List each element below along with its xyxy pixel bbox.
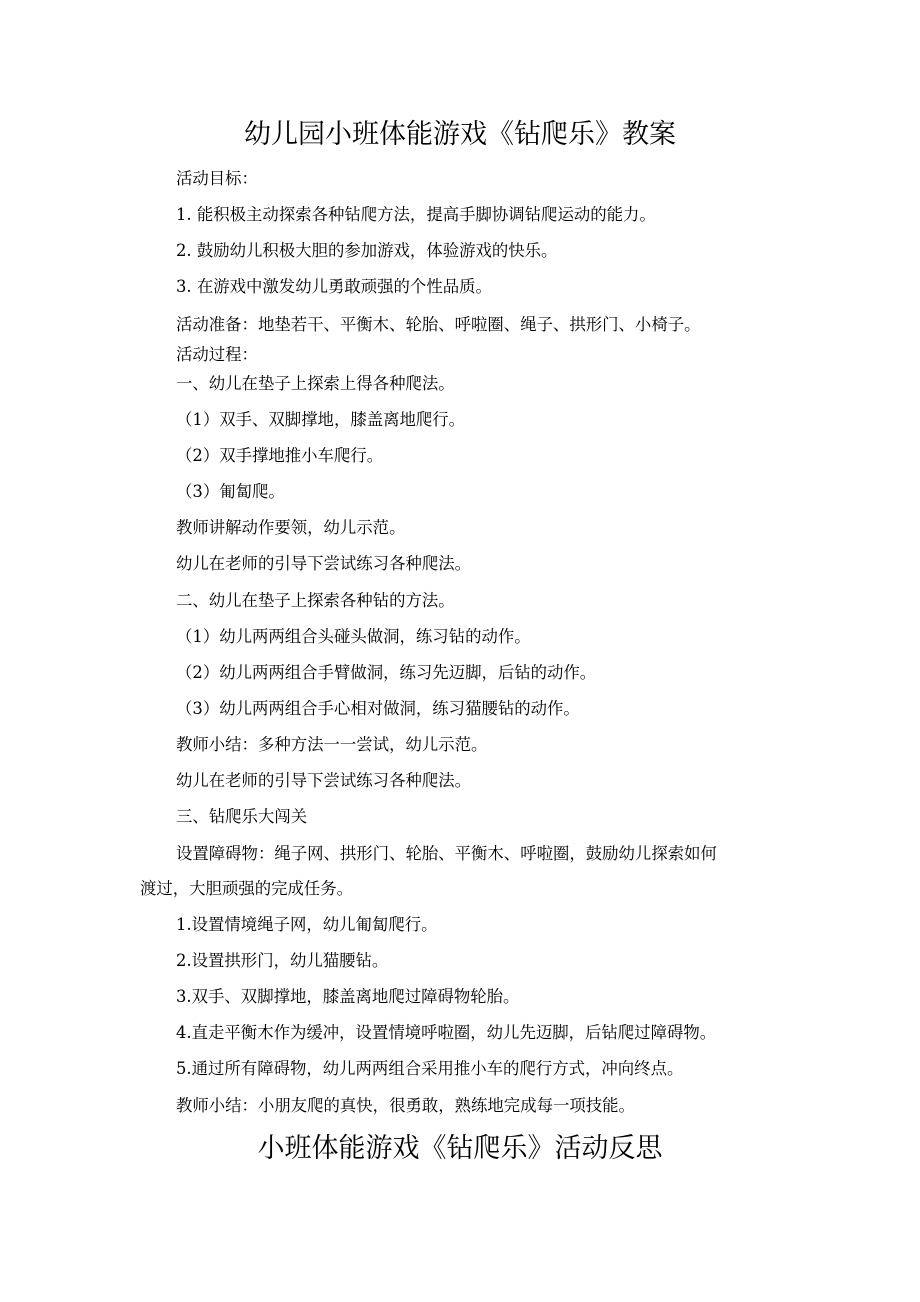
part2-item: （1）幼儿两两组合头碰头做洞，练习钻的动作。 bbox=[176, 627, 531, 646]
part1-practice: 幼儿在老师的引导下尝试练习各种爬法。 bbox=[176, 554, 472, 573]
part3-summary: 教师小结：小朋友爬的真快，很勇敢，熟练地完成每一项技能。 bbox=[176, 1096, 635, 1115]
part3-step: 4.直走平衡木作为缓冲，设置情境呼啦圈，幼儿先迈脚，后钻爬过障碍物。 bbox=[176, 1023, 717, 1042]
goals-heading: 活动目标： bbox=[176, 169, 258, 188]
part2-item: （3）幼儿两两组合手心相对做洞，练习猫腰钻的动作。 bbox=[176, 699, 580, 718]
document-title: 幼儿园小班体能游戏《钻爬乐》教案 bbox=[244, 119, 676, 150]
part3-setup: 设置障碍物：绳子网、拱形门、轮胎、平衡木、呼啦圈，鼓励幼儿探索如何 bbox=[176, 844, 717, 863]
reflection-title: 小班体能游戏《钻爬乐》活动反思 bbox=[257, 1133, 663, 1164]
preparation: 活动准备：地垫若干、平衡木、轮胎、呼啦圈、绳子、拱形门、小椅子。 bbox=[176, 315, 701, 334]
part3-step: 3.双手、双脚撑地，膝盖离地爬过障碍物轮胎。 bbox=[176, 987, 520, 1006]
part2-item: （2）幼儿两两组合手臂做洞，练习先迈脚，后钻的动作。 bbox=[176, 663, 597, 682]
part3-step: 1.设置情境绳子网，幼儿匍匐爬行。 bbox=[176, 915, 438, 934]
goal-item: 2. 鼓励幼儿积极大胆的参加游戏，体验游戏的快乐。 bbox=[176, 241, 558, 260]
goal-item: 3. 在游戏中激发幼儿勇敢顽强的个性品质。 bbox=[176, 277, 492, 296]
part1-item: （3）匍匐爬。 bbox=[176, 482, 285, 501]
part3-heading: 三、钻爬乐大闯关 bbox=[176, 807, 308, 826]
part1-teacher: 教师讲解动作要领，幼儿示范。 bbox=[176, 518, 406, 537]
process-heading: 活动过程： bbox=[176, 345, 258, 364]
part3-step: 2.设置拱形门，幼儿猫腰钻。 bbox=[176, 951, 389, 970]
part1-heading: 一、幼儿在垫子上探索上得各种爬法。 bbox=[176, 374, 455, 393]
part2-heading: 二、幼儿在垫子上探索各种钻的方法。 bbox=[176, 591, 455, 610]
part3-step: 5.通过所有障碍物，幼儿两两组合采用推小车的爬行方式，冲向终点。 bbox=[176, 1059, 684, 1078]
part1-item: （1）双手、双脚撑地，膝盖离地爬行。 bbox=[176, 410, 466, 429]
part1-item: （2）双手撑地推小车爬行。 bbox=[176, 446, 384, 465]
part2-summary: 教师小结：多种方法一一尝试，幼儿示范。 bbox=[176, 735, 488, 754]
part2-practice: 幼儿在老师的引导下尝试练习各种爬法。 bbox=[176, 771, 472, 790]
part3-setup-continued: 渡过，大胆顽强的完成任务。 bbox=[140, 879, 354, 898]
goal-item: 1. 能积极主动探索各种钻爬方法，提高手脚协调钻爬运动的能力。 bbox=[176, 205, 656, 224]
